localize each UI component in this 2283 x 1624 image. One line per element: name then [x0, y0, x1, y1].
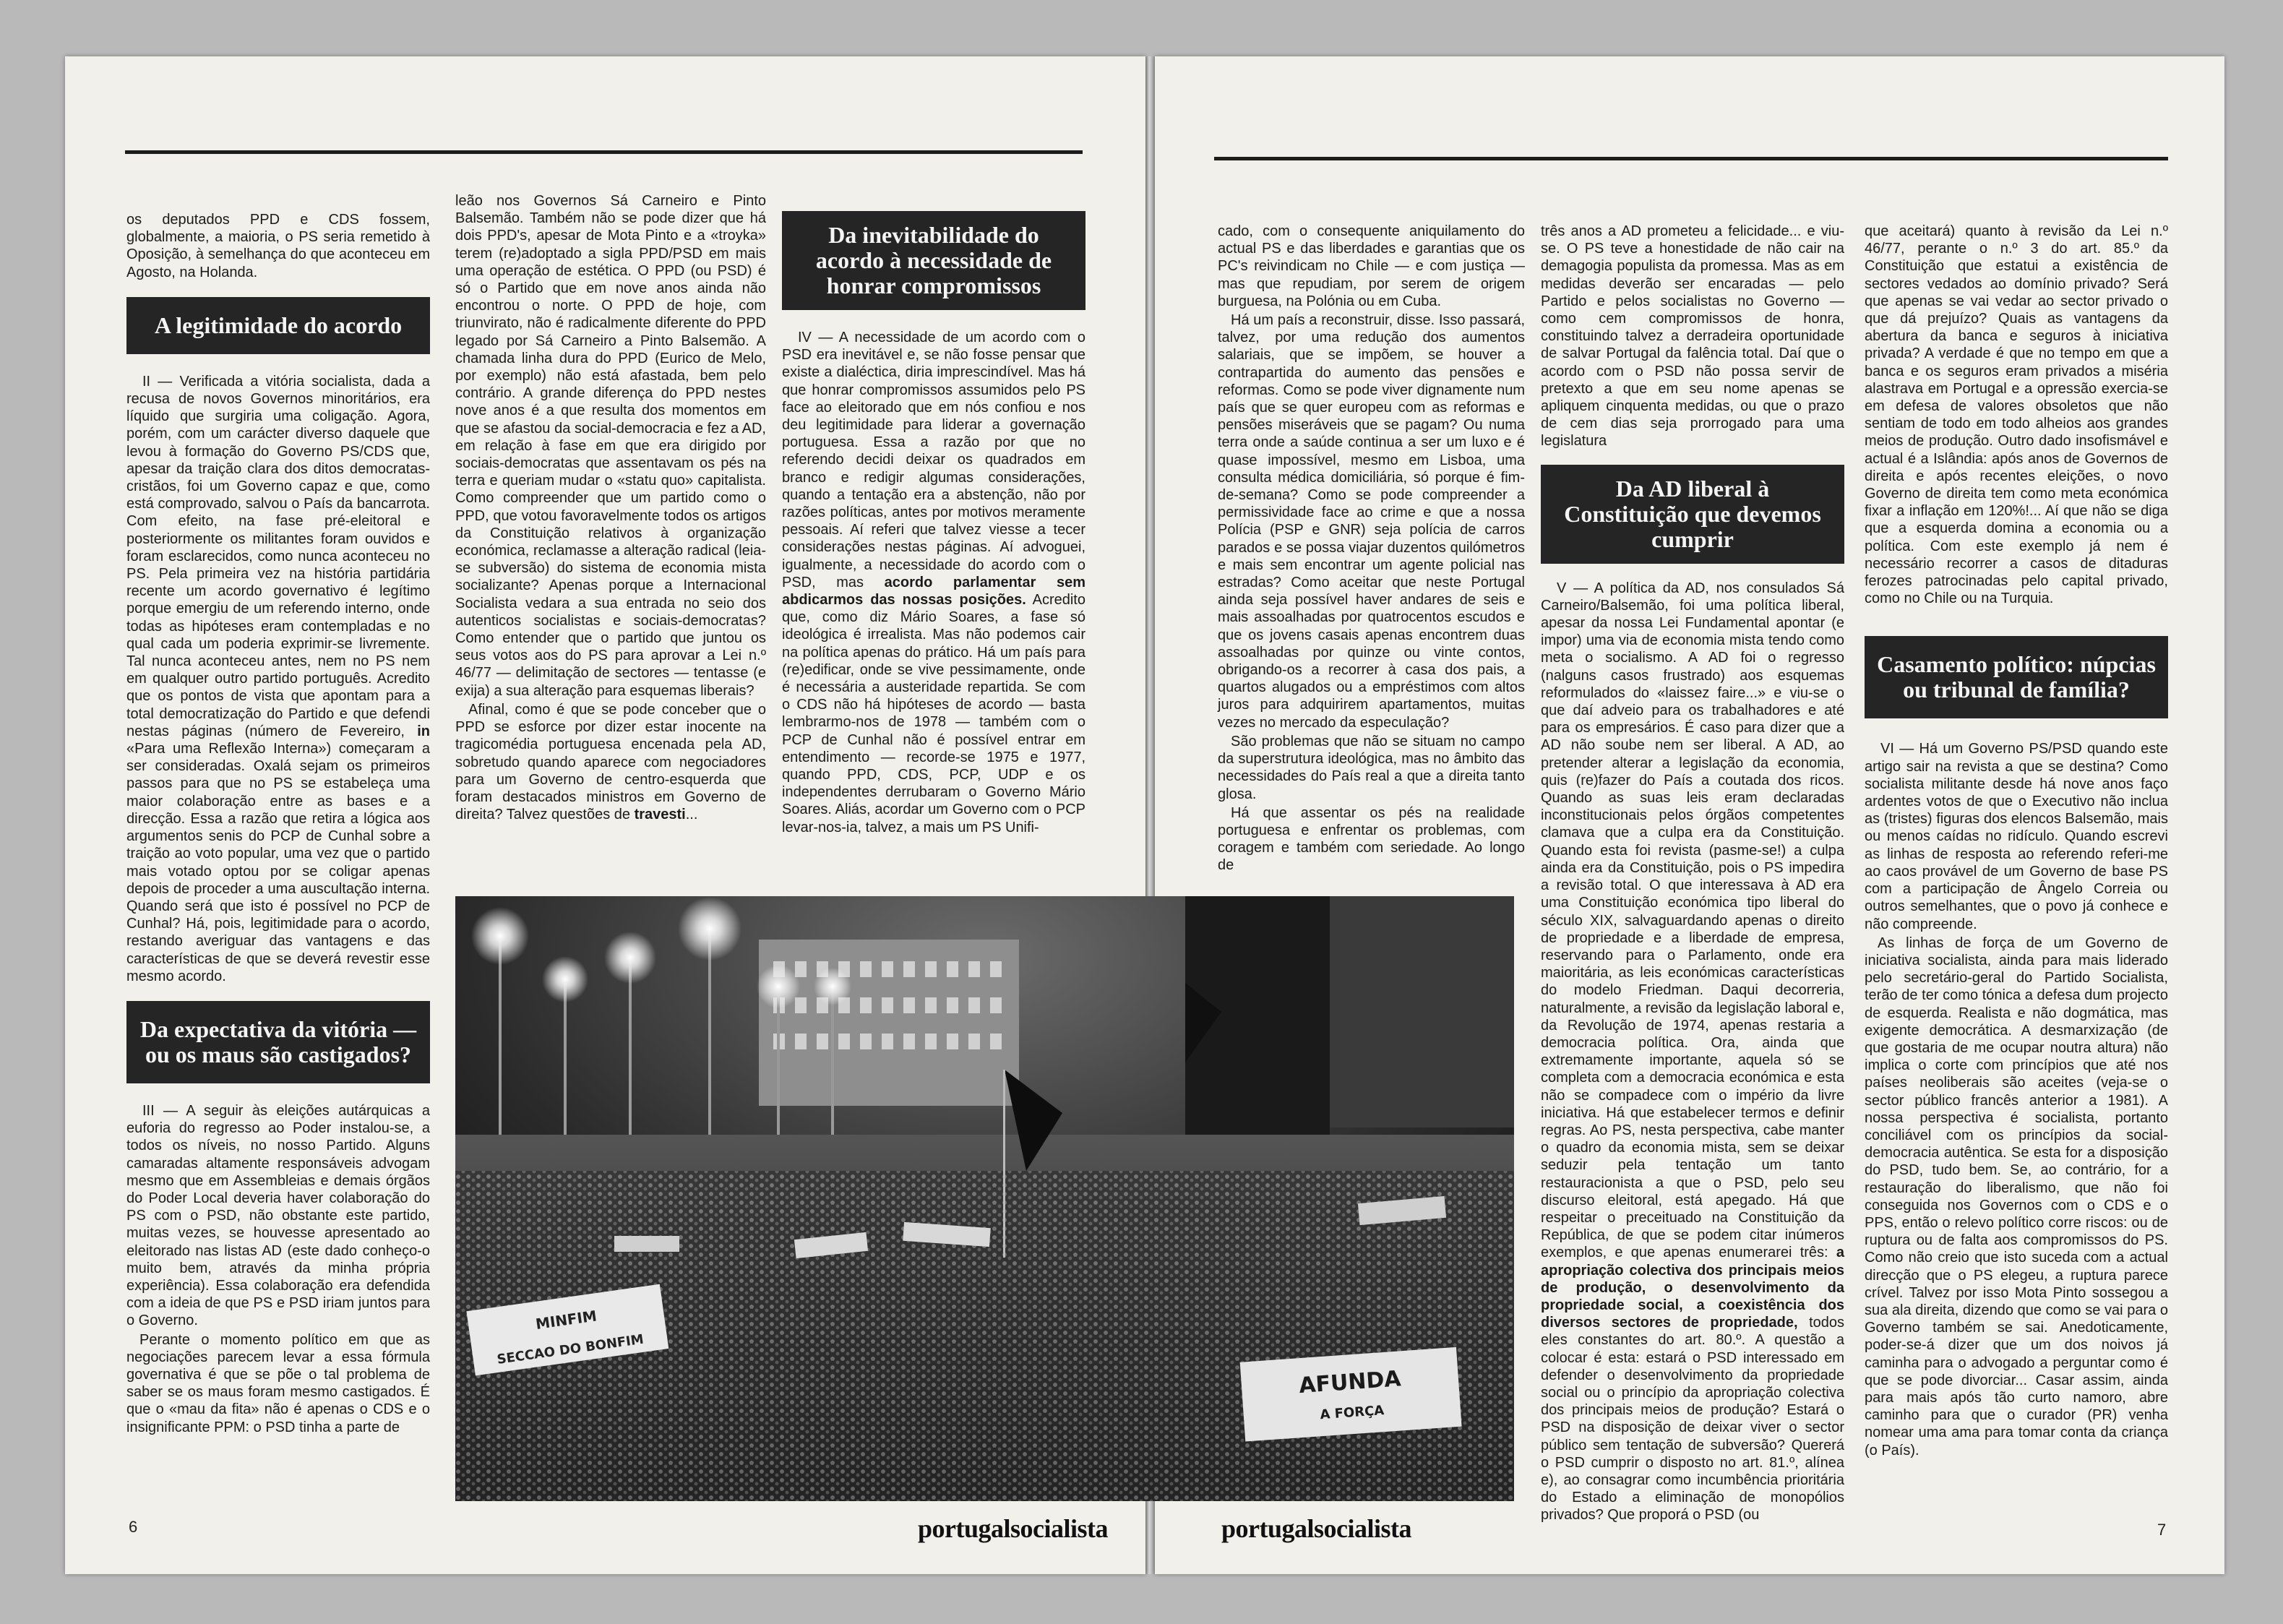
- banner-text: MINFIM: [534, 1307, 598, 1333]
- masthead-right: portugalsocialista: [1221, 1514, 1412, 1543]
- paragraph: São problemas que não se situam no campo da superstrutura ideológica, mas no âmbito das necessidades do País real a que a direita tanto glosa.: [1218, 733, 1525, 802]
- right-column-3: [1865, 223, 2168, 1461]
- paragraph: cado, com o consequente aniquilamento do actual PS e das liberdades e garantias que os PC's reivindicam no Chile — e com justiça — mas que repudiam, por serem de origem burguesa, na Polónia ou em Cuba.: [1218, 223, 1525, 309]
- heading-legitimidade: A legitimidade do acordo: [126, 297, 430, 354]
- heading-ad-liberal: Da AD liberal à Constituição que devemos cumprir: [1541, 465, 1844, 564]
- paragraph: os deputados PPD e CDS fossem, globalmente, a maioria, o PS seria remetido à Oposição, à semelhança do que aconteceu em Agosto, na Holanda.: [126, 212, 430, 280]
- left-column-3: [782, 211, 1085, 838]
- paragraph: VI — Há um Governo PS/PSD quando este artigo sair na revista a que se destina? Como socialista militante desde há nove anos faço ardentes votos de que o Executivo não inclua as (tristes) figuras dos elencos Balsemão, mais ou menos caídas no ridículo. Quando escrevi as linhas de resposta ao referendo referi-me ao caos provável de um Governo de base PS com a participação de Ângelo Correia ou outros semelhantes, que o povo já conhece e não compreende.: [1865, 741, 2168, 932]
- paragraph: IV — A necessidade de um acordo com o PSD era inevitável e, se não fosse pensar que existe a dialéctica, diria imprescindível. Mas há que honrar compromissos assumidos pelo PS face ao eleitorado que em nós confiou e nos deu legitimidade para liderar a governação portuguesa. Essa a razão por que no referendo decidi deixar os quadrados em branco e redigir algumas considerações, quando a tentação era a abstenção, não por razões políticas, antes por motivos meramente pessoais. Aí referi que talvez viesse a tecer considerações nestas páginas. Aí advoguei, igualmente, a necessidade do acordo com o PSD, mas acordo parlamentar sem abdicarmos das nossas posições. Acredito que, como diz Mário Soares, a fase só ideológica é irrealista. Mas não podemos cair na política apenas do prático. Há um país para (re)edificar, onde se vive pessimamente, onde é necessária a austeridade repartida. Se com o CDS não há hipóteses de acordo — basta lembrarmo-nos de 1978 — também com o PCP de Cunhal não é possível entrar em entendimento — recorde-se 1975 e 1977, quando PPD, CDS, PCP, UDP e os independentes derrubaram o Governo Mário Soares. Aliás, acordar um Governo com o PCP levar-nos-ia, talvez, a mais um PS Unifi-: [782, 330, 1085, 835]
- right-column-1: [1218, 223, 1525, 876]
- banner-text: A FORÇA: [1319, 1403, 1385, 1423]
- page-number-left: 6: [129, 1518, 138, 1536]
- paragraph: Há que assentar os pés na realidade portuguesa e enfrentar os problemas, com coragem e também com seriedade. Ao longo de: [1218, 804, 1525, 874]
- banner-text: SECCAO DO BONFIM: [496, 1331, 645, 1367]
- paragraph: V — A política da AD, nos consulados Sá Carneiro/Balsemão, foi uma política liberal, apesar da nossa Lei Fundamental apontar (e impor) uma via de economia mista tendo como meta o socialismo. A AD foi o regresso (nalguns casos frustrado) aos esquemas reformulados do «laissez faire...» e viu-se o que daí adveio para os trabalhadores e até para os empresários. É caso para dizer que a AD não soube nem ser liberal. A AD, ao pretender alterar a legislação da economia, quis (re)fazer do País a coutada dos ricos. Quando as suas leis eram declaradas inconstitucionais pelos órgãos competentes clamava que a culpa era da Constituição. Quando esta foi revista (pasme-se!) a culpa ainda era da Constituição, pois o PS impedira a revisão total. O que interessava à AD era uma Constituição económica tipo liberal do século XIX, salvaguardando apenas o direito de propriedade e a liberdade de empresa, reservando para o Parlamento, onde era maioritária, as leis económicas características do modelo Friedman. Daqui decorreria, naturalmente, a revisão da legislação laboral e, da Revolução de 1974, apenas restaria a democracia política. Ora, ainda que extremamente importante, aquela só se completa com a democracia económica e esta não se compadece com o império da livre iniciativa. Há que estabelecer termos e definir regras. Ao PS, nesta perspectiva, cabe manter o quadro da economia mista, sem se deixar seduzir pela tentação um tanto restauracionista a que o PSD, pelo seu discurso eleitoral, está apegado. Há que respeitar o preceituado na Constituição da República, de que se podem citar inúmeros exemplos, e que apenas enumerarei três: a apropriação colectiva dos principais meios de produção, o desenvolvimento da propriedade social, a coexistência dos diversos sectores de propriedade, todos eles constantes do art. 80.º. A questão a colocar é esta: estará o PSD interessado em defender o desenvolvimento da propriedade social ou o princípio da apropriação colectiva dos principais meios de produção? Estará o PSD na disposição de deixar viver o sector público sem tentação de subversão? Quererá o PSD cumprir o disposto no art. 81.º, alínea e), ao consagrar como incumbência prioritária do Estado a eliminação de monopólios privados? Que proporá o PSD (ou: [1541, 580, 1845, 1524]
- page-number-right: 7: [2157, 1521, 2167, 1539]
- heading-inevitabilidade: Da inevitabilidade do acordo à necessidade de honrar compromissos: [782, 211, 1085, 310]
- paragraph: Há um país a reconstruir, disse. Isso passará, talvez, por uma redução dos aumentos salariais, que se impõem, se houver a contrapartida do aumento das pensões e reformas. Como se pode viver dignamente num país que se quer europeu com as reformas e pensões miseráveis que se pagam? Ou numa terra onde a saúde continua a ser um luxo e é quase impossível, mesmo em Lisboa, uma consulta médica domiciliária, só porque é fim-de-semana? Como se pode compreender a permissividade face ao crime e que a nossa Polícia (PSP e GNR) seja polícia de carros parados e se possa viajar duzentos quilómetros e mais sem encontrar um agente policial nas estradas? Como aceitar que neste Portugal ainda seja possível haver andares de seis e mais assoalhadas por quatrocentos escudos e que os jovens casais apenas encontrem duas assoalhadas por quinze ou vinte contos, obrigando-os a recorrer à casa dos pais, a quartos alugados ou a empréstimos com altos juros para adquirirem apartamentos, muitas vezes no mercado da especulação?: [1218, 312, 1525, 731]
- paragraph: III — A seguir às eleições autárquicas a euforia do regresso ao Poder instalou-se, a todos os níveis, no nosso Partido. Alguns camaradas altamente responsáveis advogam mesmo que em Assembleias e demais órgãos do Poder Local deveria haver colaboração do PS com o PSD, não obstante este partido, muitas vezes, se houvesse apresentado ao eleitorado nas listas AD (este dado conheço-o muito bem, através da minha própria experiência). Essa colaboração era defendida com a ideia de que PS e PSD iriam juntos para o Governo.: [126, 1102, 430, 1329]
- top-rule-right: [1214, 157, 2168, 160]
- heading-expectativa: Da expectativa da vitória — ou os maus são castigados?: [126, 1001, 430, 1083]
- paragraph: As linhas de força de um Governo de iniciativa socialista, ainda para mais liderado pelo secretário-geral do Partido Socialista, terão de ter como tónica a defesa dum projecto de esquerda. Realista e não dogmática, mas exigente democrática. A desmarxização (de que gostaria de me ocupar noutra altura) não implica o corte com princípios que até nos países neoliberais são aceites (veja-se o sector público francês anterior a 1981). A nossa perspectiva é socialista, portanto conciliável com os princípios da social-democracia autêntica. Se esta for a disposição do PSD, tudo bem. Se, ao contrário, for a restauração do liberalismo, que não foi conseguida nos Governos com o CDS e o PPS, então o relevo político corre riscos: ou de ruptura ou de falta aos compromissos do PS. Como não creio que isto suceda com a actual direcção que o PS elegeu, a ruptura parece crível. Talvez por isso Mota Pinto sossegou a sua ala direita, dizendo que como se vai para o Governo também se sai. Anedoticamente, poder-se-á dizer que um dos noivos já caminha para o advogado a perguntar como é que se pode divorciar... Casar assim, ainda para mais após tão curto namoro, abre caminho para que o curador (PR) venha nomear uma ama para tomar conta da criança (o País).: [1865, 935, 2168, 1458]
- heading-casamento: Casamento político: núpcias ou tribunal de família?: [1865, 636, 2168, 718]
- paragraph: que aceitará) quanto à revisão da Lei n.º 46/77, perante o n.º 3 do art. 85.º da Constituição que estatui a existência de sectores vedados ao domínio privado? Será que apenas se vai vedar ao sector privado o que dá prejuízo? Quais as vantagens da abertura da banca e seguros à iniciativa privada? A verdade é que no tempo em que a banca e os seguros eram privados a miséria alastrava em Portugal e a opressão exercia-se em defesa de valores obsoletos que não sentiam de todo em todo alheios aos grandes meios de produção. Outro dado insofismável e actual é a Islândia: após anos de Governos de direita e após recentes eleições, o novo Governo de direita tem como meta económica fixar a inflação em 120%!... Aí que não se diga que a esquerda domina a economia ou a política. Com este exemplo já nem é necessário recorrer a casos de ditaduras ferozes patrocinadas pelo capital privado, como no Chile ou na Turquia.: [1865, 223, 2168, 607]
- left-column-1: [126, 211, 430, 1438]
- top-rule-left: [125, 150, 1083, 154]
- paragraph: três anos a AD prometeu a felicidade... e viu-se. O PS teve a honestidade de não cair na demagogia populista da promessa. Mas as em medidas deverão ser encaradas — pelo Partido e pelos socialistas no Governo — como cem compromissos de honra, constituindo talvez a derradeira oportunidade de salvar Portugal da falência total. Daí que o acordo com o PSD não possa servir de pretexto a que em seu nome apenas se apliquem cinquenta medidas, ou que o prazo de cem dias seja prorrogado para uma legislatura: [1541, 223, 1844, 450]
- rally-photo-drawing: [455, 896, 1514, 1501]
- paragraph: leão nos Governos Sá Carneiro e Pinto Balsemão. Também não se pode dizer que há dois PPD's, apesar de Mota Pinto e a «troyka» terem (re)adoptado a sigla PPD/PSD em mais uma operação de estética. O PPD (ou PSD) é só o Partido que em nove anos ainda não encontrou o norte. O PPD de hoje, com triunvirato, não é radicalmente diferente do PPD legado por Sá Carneiro a Pinto Balsemão. A chamada linha dura do PPD (Eurico de Melo, por exemplo) não está afastada, bem pelo contrário. A grande diferença do PPD nestes nove anos é a que resulta dos momentos em que se afastou da social-democracia e fez a AD, em relação à fase em que era dirigido por sociais-democratas que assentavam os pés na terra e queriam mudar o «statu quo» capitalista. Como compreender que um partido como o PPD, que votou favoravelmente todos os artigos da Constituição relativos à organização económica, reclamasse a alteração radical (leia-se subversão) do sistema de economia mista socializante? Apenas porque a Internacional Socialista vedara a sua entrada no seio dos autenticos socialistas e sociais-democratas? Como entender que o partido que juntou os seus votos aos do PS para aprovar a Lei n.º 46/77 — delimitação de sectores — tentasse (e exija) a sua alteração para esquemas liberais?: [455, 193, 766, 699]
- left-column-2: [455, 192, 766, 825]
- paragraph: II — Verificada a vitória socialista, dada a recusa de novos Governos minoritários, era líquido que surgiria uma coligação. Agora, porém, com um carácter diverso daquele que levou à formação do Governo PS/CDS que, apesar da traição clara dos ditos democratas-cristãos, foi um Governo capaz e que, como está comprovado, salvou o País da bancarrota. Com efeito, na fase pré-eleitoral e posteriormente os militantes foram ouvidos e foram esclarecidos, como nunca aconteceu no PS. Pela primeira vez na história partidária recente um acordo governativo é legítimo porque emergiu de um referendo interno, onde todas as hipóteses eram contempladas e no qual cada um poderia exprimir-se livremente. Tal nunca aconteceu antes, nem no PS nem em qualquer outro partido português. Acredito que os pontos de vista que apontam para a total democratização do Partido e que defendi nestas páginas (número de Fevereiro, in «Para uma Reflexão Interna») começaram a ser consideradas. Oxalá sejam os primeiros passos para que no PS se estabeleça uma maior colaboração entre as bases e a direcção. Essa a razão que retira a lógica aos argumentos senis do PCP de Cunhal sobre a traição ao voto popular, uma vez que o partido mais votado optou por se coligar apenas depois de proceder a uma auscultação interna. Quando será que isto é possível no PCP de Cunhal? Há, pois, legitimidade para o acordo, restando averiguar das vantagens e das características de que se deverá revestir esse mesmo acordo.: [126, 373, 430, 984]
- paragraph: Perante o momento político em que as negociações parecem levar a essa fórmula governativa é que se põe o tal problema de saber se os maus foram mesmo castigados. É que o «mau da fita» não é apenas o CDS e o insignificante PPM: o PSD tinha a parte de: [126, 1331, 430, 1435]
- rally-photograph: [455, 896, 1514, 1501]
- masthead-left: portugalsocialista: [918, 1514, 1109, 1543]
- right-column-2: [1541, 223, 1844, 1526]
- banner-text: AFUNDA: [1298, 1366, 1402, 1399]
- paragraph: Afinal, como é que se pode conceber que o PPD se esforce por dizer estar inocente na tragicomédia portuguesa encenada pela AD, sobretudo quando aparece com negociadores para um Governo de centro-esquerda que foram destacados ministros em Governo de direita? Talvez questões de travesti...: [455, 701, 766, 823]
